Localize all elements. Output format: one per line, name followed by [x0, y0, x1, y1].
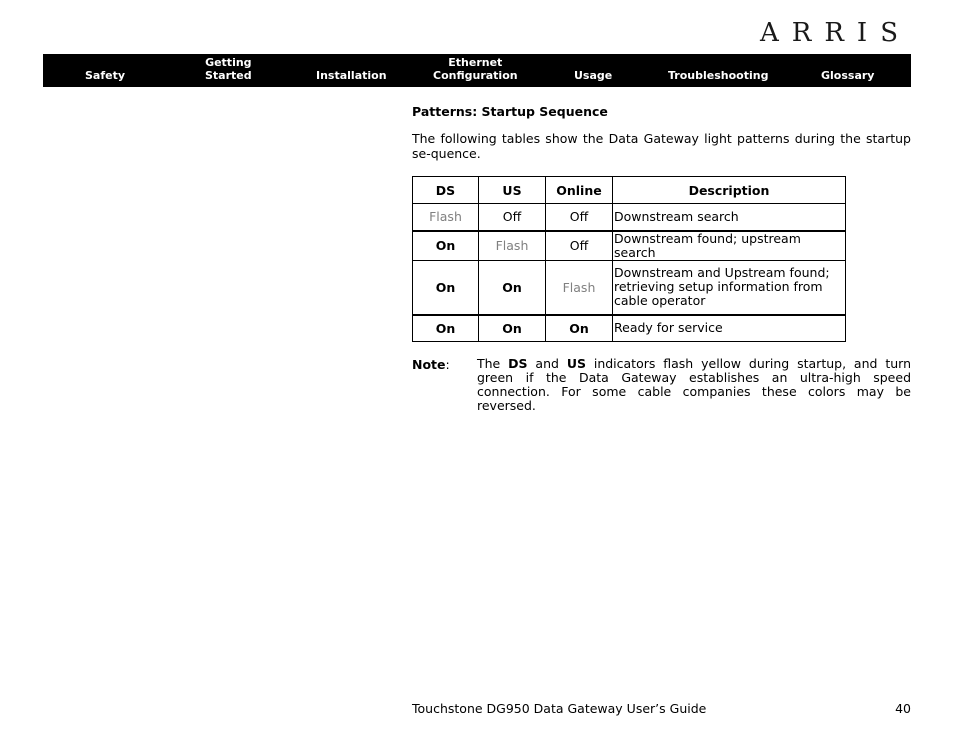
- section-title: Patterns: Startup Sequence: [412, 104, 608, 119]
- cell-us: On: [479, 315, 546, 341]
- cell-ds: Flash: [413, 204, 479, 231]
- cell-us: Flash: [479, 231, 546, 261]
- cell-description: Ready for service: [613, 315, 846, 341]
- table-row: [413, 204, 846, 231]
- cell-ds: On: [413, 315, 479, 341]
- note-ds-indicator: DS: [508, 356, 528, 371]
- nav-usage[interactable]: [574, 69, 612, 82]
- nav-safety[interactable]: [85, 69, 125, 82]
- header-online: Online: [546, 177, 613, 204]
- header-us: US: [479, 177, 546, 204]
- cell-description: Downstream found; upstream search: [613, 231, 846, 261]
- nav-ethernet-configuration[interactable]: [433, 56, 518, 82]
- cell-online: Off: [546, 204, 613, 231]
- table-row: [413, 315, 846, 341]
- table-header-row: [413, 177, 846, 204]
- light-pattern-table: [412, 176, 846, 342]
- intro-paragraph: The following tables show the Data Gateway light patterns during the startup se-quence.: [412, 131, 911, 161]
- note-text-part: and: [527, 356, 567, 371]
- note-label-text: Note: [412, 357, 446, 372]
- nav-label-line2: Installation: [316, 69, 387, 82]
- cell-ds: On: [413, 231, 479, 261]
- table-row: [413, 260, 846, 315]
- note-label: [412, 357, 450, 372]
- nav-label-line2: Safety: [85, 69, 126, 82]
- cell-online: Flash: [546, 260, 613, 315]
- cell-us: On: [479, 260, 546, 315]
- nav-label-line2: Started: [205, 69, 252, 82]
- nav-troubleshooting[interactable]: [668, 69, 768, 82]
- note-colon: :: [445, 357, 450, 372]
- nav-label-line2: Troubleshooting: [668, 69, 769, 82]
- nav-glossary[interactable]: [821, 69, 874, 82]
- nav-getting-started[interactable]: [205, 56, 252, 82]
- arris-logo: ARRIS: [760, 18, 912, 48]
- cell-ds: On: [413, 260, 479, 315]
- nav-label-line1: Ethernet: [448, 56, 503, 69]
- nav-label-line2: Glossary: [821, 69, 875, 82]
- top-nav-bar: [43, 54, 911, 87]
- footer-guide-title: Touchstone DG950 Data Gateway User’s Guide: [412, 701, 707, 716]
- nav-label-line2: Usage: [574, 69, 613, 82]
- nav-installation[interactable]: [316, 69, 387, 82]
- cell-description: Downstream search: [613, 204, 846, 231]
- table-row: [413, 231, 846, 261]
- note-text: [477, 357, 911, 413]
- header-description: Description: [613, 177, 846, 204]
- note-text-part: The: [477, 356, 509, 371]
- note-us-indicator: US: [566, 356, 586, 371]
- cell-us: Off: [479, 204, 546, 231]
- footer-page-number: 40: [895, 701, 911, 716]
- note-text-part: indicators flash yellow during startup, and turn green if the Data Gateway establishes an ultra-high speed connection. For some cable companies these colors may be reversed.: [477, 356, 911, 413]
- nav-label-line2: Configuration: [433, 69, 518, 82]
- nav-label-line1: Getting: [205, 56, 252, 69]
- cell-online: On: [546, 315, 613, 341]
- cell-online: Off: [546, 231, 613, 261]
- cell-description: Downstream and Upstream found; retrieving setup information from cable operator: [613, 260, 846, 315]
- header-ds: DS: [413, 177, 479, 204]
